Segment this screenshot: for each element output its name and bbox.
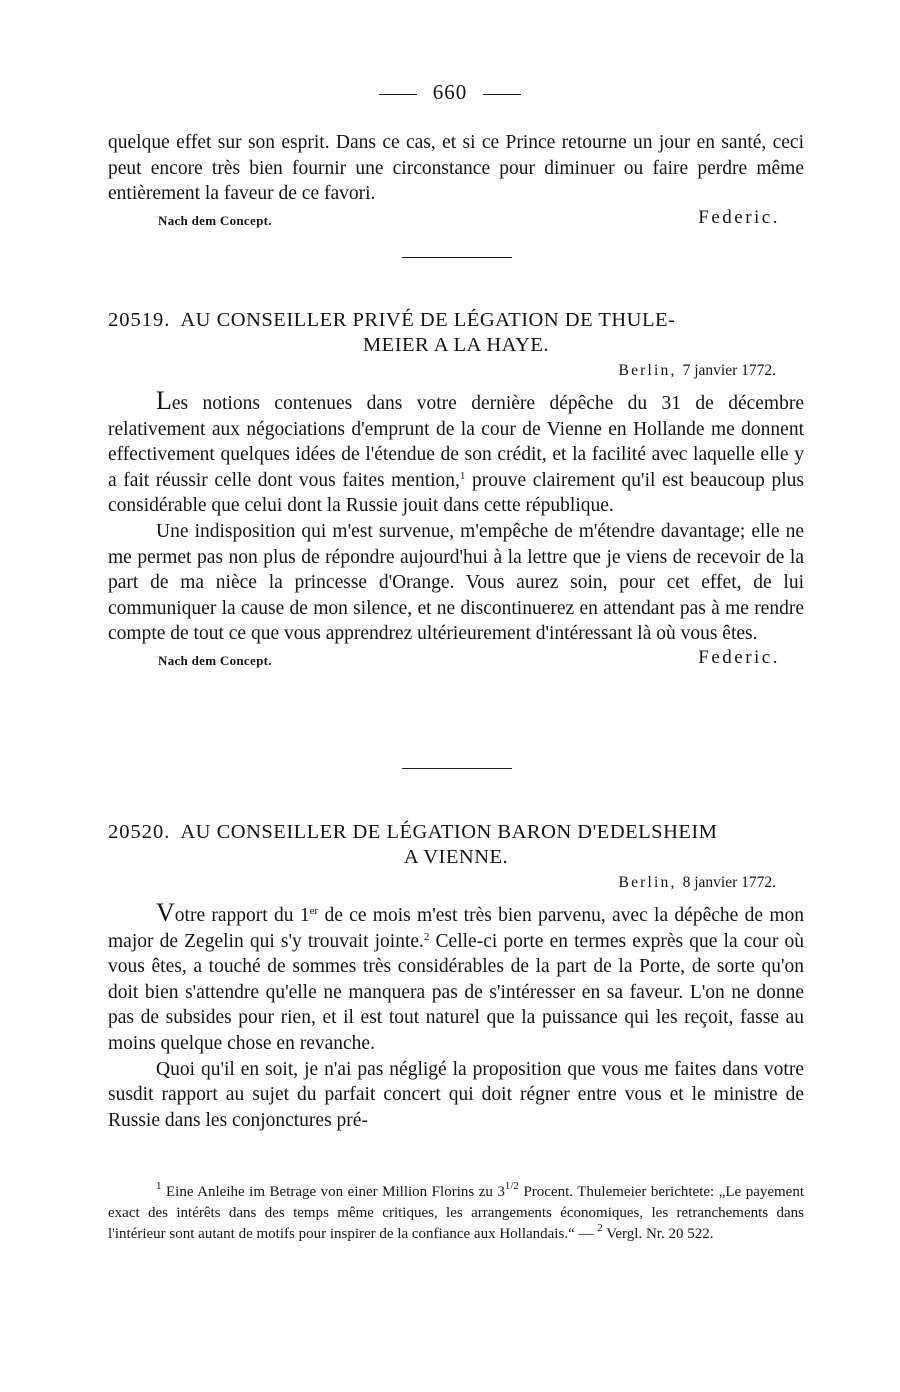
footnote xyxy=(108,1182,804,1245)
letter-recipient-line1: AU CONSEILLER DE LÉGATION BARON D'EDELSHEIM xyxy=(180,821,718,843)
letter-recipient-line1: AU CONSEILLER PRIVÉ DE LÉGATION DE THULE- xyxy=(180,309,676,331)
page-number: 660 xyxy=(432,80,468,104)
letter-paragraph xyxy=(108,388,804,519)
letter-number: 20520. xyxy=(108,821,171,843)
footnote-mark: 1 xyxy=(156,1180,162,1192)
continuation-block xyxy=(108,130,804,231)
superscript: er xyxy=(309,905,319,917)
continuation-signature-row xyxy=(108,207,804,231)
footnotes xyxy=(108,1182,804,1245)
paragraph-text: de ce mois m'est très bien parvenu, avec la dépêche de mon major de Zegelin qui s'y trouvait jointe. xyxy=(108,905,804,952)
section-divider xyxy=(402,768,512,769)
letter-date: 8 janvier 1772. xyxy=(682,874,776,891)
letter-dateline xyxy=(108,874,776,892)
letter-paragraph xyxy=(108,900,804,1057)
signature: Federic. xyxy=(698,646,780,668)
paragraph-text: prouve clairement qu'il est beaucoup plus considérable que celui dont la Russie jouit dans cette république. xyxy=(108,469,804,517)
letter-number: 20519. xyxy=(108,309,171,331)
footnote-ref: 2 xyxy=(423,930,430,943)
drop-initial: V xyxy=(156,898,175,927)
date-place: Berlin, xyxy=(618,362,677,379)
letter-dateline xyxy=(108,362,776,380)
letter-paragraph: Une indisposition qui m'est survenue, m'empêche de m'étendre davantage; elle ne me permet pas non plus de répondre aujourd'hui à la lettre que je viens de recevoir de la part de ma nièce la princesse d'Orange. Vous aurez soin, pour cet effet, de lui communiquer la cause de mon silence, et ne discontinuerez en attendant pas à me rendre compte de tout ce que vous apprendrez ultérieurement d'intéressant là où vous êtes. xyxy=(108,520,804,645)
letter-paragraph: Quoi qu'il en soit, je n'ai pas négligé la proposition que vous me faites dans votre susdit rapport au sujet du parfait concert qui doit régner entre vous et le ministre de Russie dans les conjonctures pré- xyxy=(108,1058,804,1131)
page-header xyxy=(0,80,900,105)
signature: Federic. xyxy=(698,206,780,228)
paragraph-text: es notions contenues dans votre dernière dépêche du 31 de décembre relativement aux négociations d'emprunt de la cour de Vienne en Hollande me donnent effectivement quelques idées de l'étendue de son crédit, et la facilité avec laquelle elle y a fait réussir celle dont vous faites mention, xyxy=(108,393,804,491)
footnote-ref: 1 xyxy=(459,469,466,482)
letter-recipient-line2: MEIER A LA HAYE. xyxy=(362,334,550,356)
footnote-text: Procent. Thulemeier berichtete: „Le payement exact des intérêts dans des temps même critiques, les arrangements économiques, les retranchements dans l'intérieur sont autant de motifs pour inspirer de la confiance aux Hollandais.“ — xyxy=(108,1184,804,1242)
footnote-text: Vergl. Nr. 20 522. xyxy=(606,1226,714,1242)
letter-20519 xyxy=(108,308,804,671)
letter-date: 7 janvier 1772. xyxy=(682,362,776,379)
letter-heading xyxy=(108,308,804,358)
letter-20520 xyxy=(108,820,804,1133)
section-divider xyxy=(402,257,512,258)
footnote-text: Eine Anleihe im Betrage von einer Million Florins zu 3 xyxy=(166,1184,505,1200)
source-note: Nach dem Concept. xyxy=(158,652,272,668)
continuation-paragraph: quelque effet sur son esprit. Dans ce cas, et si ce Prince retourne un jour en santé, ceci peut encore très bien fournir une circonstance pour diminuer ou faire perdre même entièrement la faveur de ce favori. xyxy=(108,132,804,205)
paragraph-text: otre rapport du 1 xyxy=(174,905,310,926)
drop-initial: L xyxy=(156,386,172,415)
source-note: Nach dem Concept. xyxy=(158,212,272,228)
paragraph-text: Celle-ci porte en termes exprès que la cour où vous êtes, a touché de sommes très considérables de la part de la Porte, de sorte qu'on doit bien s'attendre qu'elle ne manquera pas de s'intéresser en sa faveur. L'on ne donne pas de subsides pour rien, et il est tout naturel que la puissance qui les reçoit, fasse au moins quelque chose en revanche. xyxy=(108,930,805,1054)
letter-heading xyxy=(108,820,804,870)
date-place: Berlin, xyxy=(618,874,677,891)
header-dash-left xyxy=(379,94,417,95)
letter-recipient-line2: A VIENNE. xyxy=(403,846,509,868)
fraction: 1/2 xyxy=(504,1180,519,1192)
footnote-mark: 2 xyxy=(597,1222,603,1234)
letter-signature-row xyxy=(108,647,804,671)
header-dash-right xyxy=(483,94,521,95)
